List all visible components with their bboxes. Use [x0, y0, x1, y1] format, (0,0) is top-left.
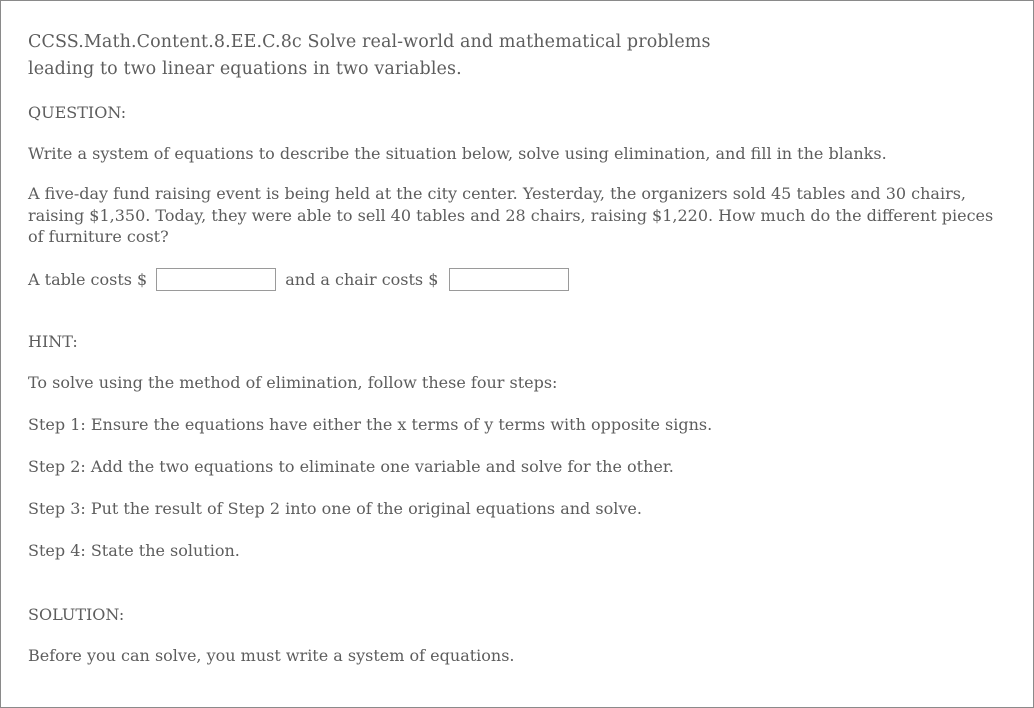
table-cost-input[interactable] — [156, 268, 276, 291]
question-label: QUESTION: — [28, 103, 127, 122]
question-scenario: A five-day fund raising event is being held at the city center. Yesterday, the organizers sold 45 tables and 30 chairs, raising $1,350. Today, they were able to sell 40 tables and 28 chairs, raising $1,220. How much do the different pieces of furniture cost? — [28, 184, 994, 246]
standard-line-1: CCSS.Math.Content.8.EE.C.8c Solve real-world and mathematical problems — [28, 32, 711, 52]
spacer — [28, 291, 1007, 331]
chair-cost-label: and a chair costs $ — [285, 269, 439, 289]
standard-line-2: leading to two linear equations in two variables. — [28, 59, 462, 79]
hint-step-4: Step 4: State the solution. — [28, 540, 240, 560]
hint-step-1: Step 1: Ensure the equations have either the x terms of y terms with opposite signs. — [28, 414, 713, 434]
solution-label: SOLUTION: — [28, 604, 125, 624]
standard-reference — [28, 29, 1007, 83]
answer-row — [28, 268, 1007, 291]
question-instruction: Write a system of equations to describe the situation below, solve using elimination, and fill in the blanks. — [28, 144, 887, 163]
hint-intro: To solve using the method of elimination, follow these four steps: — [28, 372, 558, 392]
chair-cost-input[interactable] — [449, 268, 569, 291]
hint-label: HINT: — [28, 331, 78, 351]
hint-step-2: Step 2: Add the two equations to eliminate one variable and solve for the other. — [28, 456, 674, 476]
table-cost-label: A table costs $ — [28, 269, 148, 289]
solution-text: Before you can solve, you must write a system of equations. — [28, 645, 515, 665]
hint-step-3: Step 3: Put the result of Step 2 into one of the original equations and solve. — [28, 498, 642, 518]
